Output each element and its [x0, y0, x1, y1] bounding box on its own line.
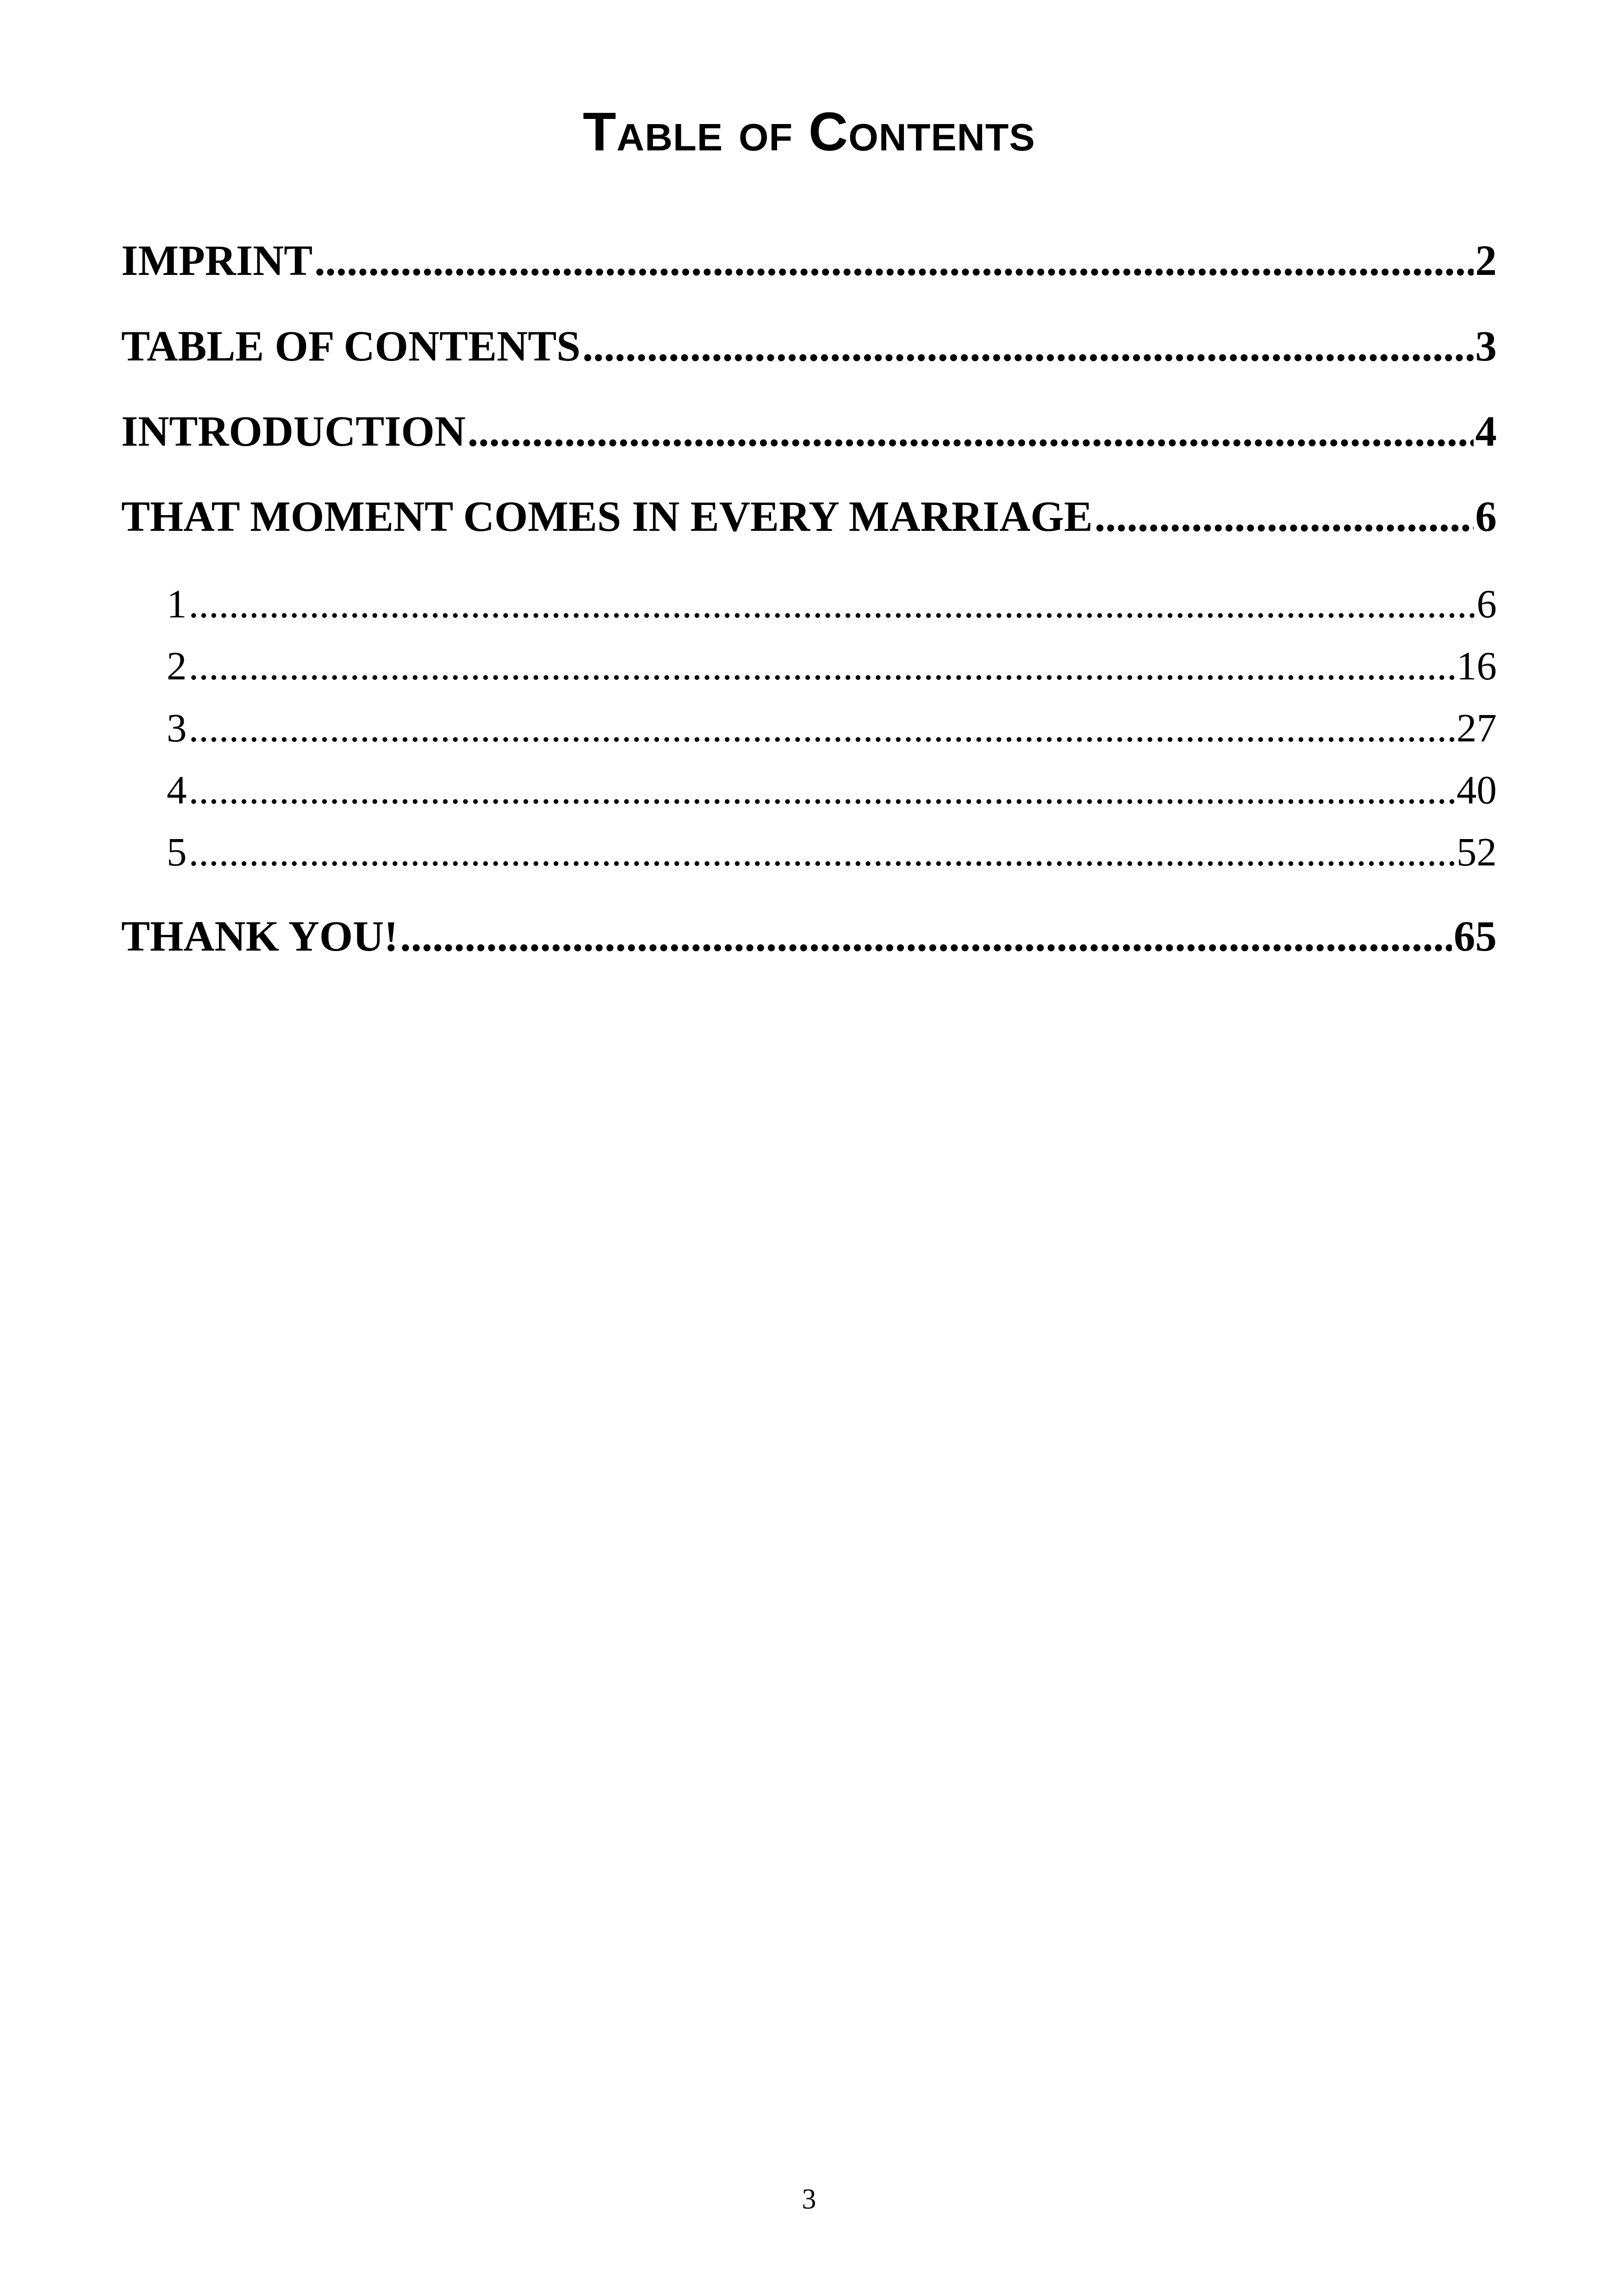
toc-entry-thank-you[interactable] — [121, 911, 1497, 963]
dot-leader — [1095, 491, 1474, 543]
toc-subentry-4[interactable] — [121, 766, 1497, 814]
toc-subentry-label: 3 — [167, 705, 187, 750]
dot-leader — [582, 321, 1473, 373]
toc-subentry-label: 5 — [167, 829, 187, 874]
dot-leader — [400, 911, 1452, 963]
toc-entry-table-of-contents[interactable] — [121, 321, 1497, 373]
page-number: 3 — [802, 2184, 816, 2215]
toc-subentry-page: 16 — [1456, 643, 1497, 688]
toc-entry-imprint[interactable] — [121, 235, 1497, 287]
toc-subentry-label: 4 — [167, 767, 187, 812]
toc-entry-page: 65 — [1454, 913, 1497, 960]
dot-leader — [189, 828, 1455, 876]
dot-leader — [467, 406, 1473, 458]
toc-entry-introduction[interactable] — [121, 406, 1497, 458]
toc-subentry-3[interactable] — [121, 704, 1497, 752]
toc-subentry-2[interactable] — [121, 642, 1497, 690]
dot-leader — [189, 580, 1475, 628]
toc-entry-label: TABLE OF CONTENTS — [121, 323, 581, 370]
toc-subentry-page: 6 — [1476, 581, 1497, 626]
toc-entry-page: 3 — [1475, 323, 1497, 370]
dot-leader — [189, 704, 1455, 752]
toc-entry-page: 6 — [1475, 493, 1497, 541]
toc-entry-label: THANK YOU! — [121, 913, 398, 960]
toc-entry-label: THAT MOMENT COMES IN EVERY MARRIAGE — [121, 493, 1093, 541]
dot-leader — [314, 235, 1473, 287]
toc-entry-page: 2 — [1475, 237, 1497, 285]
toc-entry-page: 4 — [1475, 408, 1497, 455]
toc-subentry-label: 2 — [167, 643, 187, 688]
toc-subentry-page: 27 — [1456, 705, 1497, 750]
toc-entry-label: IMPRINT — [121, 237, 313, 285]
toc-subentry-page: 40 — [1456, 767, 1497, 812]
dot-leader — [189, 766, 1455, 814]
dot-leader — [189, 642, 1455, 690]
page-title: Table of Contents — [583, 101, 1035, 162]
toc-entry-that-moment[interactable] — [121, 491, 1497, 543]
toc-subentry-5[interactable] — [121, 828, 1497, 876]
toc-subentry-1[interactable] — [121, 580, 1497, 628]
toc-subentry-page: 52 — [1456, 829, 1497, 874]
toc-entry-label: INTRODUCTION — [121, 408, 466, 455]
toc-subentry-label: 1 — [167, 581, 187, 626]
